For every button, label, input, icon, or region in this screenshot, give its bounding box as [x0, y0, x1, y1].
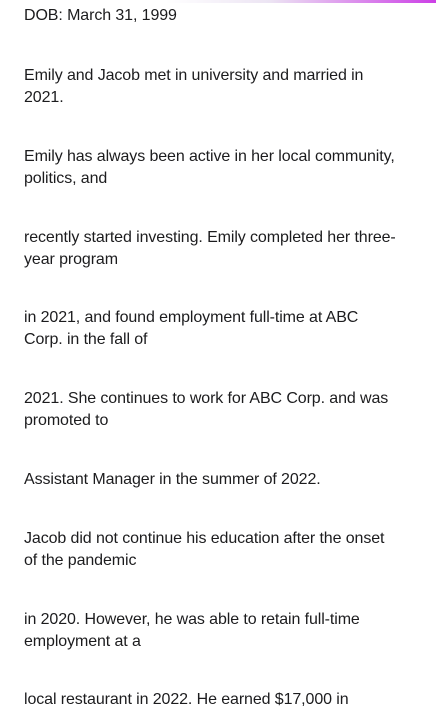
- paragraph-met-married: Emily and Jacob met in university and married in 2021.: [24, 67, 364, 106]
- paragraph-community: Emily has always been active in her local community, politics, and: [24, 148, 395, 187]
- top-accent-bar: [0, 0, 436, 3]
- paragraph-abc-corp: 2021. She continues to work for ABC Corp. and was promoted to: [24, 390, 389, 429]
- paragraph-investing: recently started investing. Emily completed her three-year program: [24, 229, 396, 268]
- paragraph-jacob-employment: in 2020. However, he was able to retain full-time employment at a: [24, 611, 360, 650]
- paragraph-dob: DOB: March 31, 1999: [24, 7, 177, 24]
- paragraph-assistant-manager: Assistant Manager in the summer of 2022.: [24, 471, 321, 488]
- paragraph-jacob-education: Jacob did not continue his education after the onset of the pandemic: [24, 530, 385, 569]
- paragraph-employment: in 2021, and found employment full-time at ABC Corp. in the fall of: [24, 309, 359, 348]
- paragraph-restaurant: local restaurant in 2022. He earned $17,000 in: [24, 691, 349, 708]
